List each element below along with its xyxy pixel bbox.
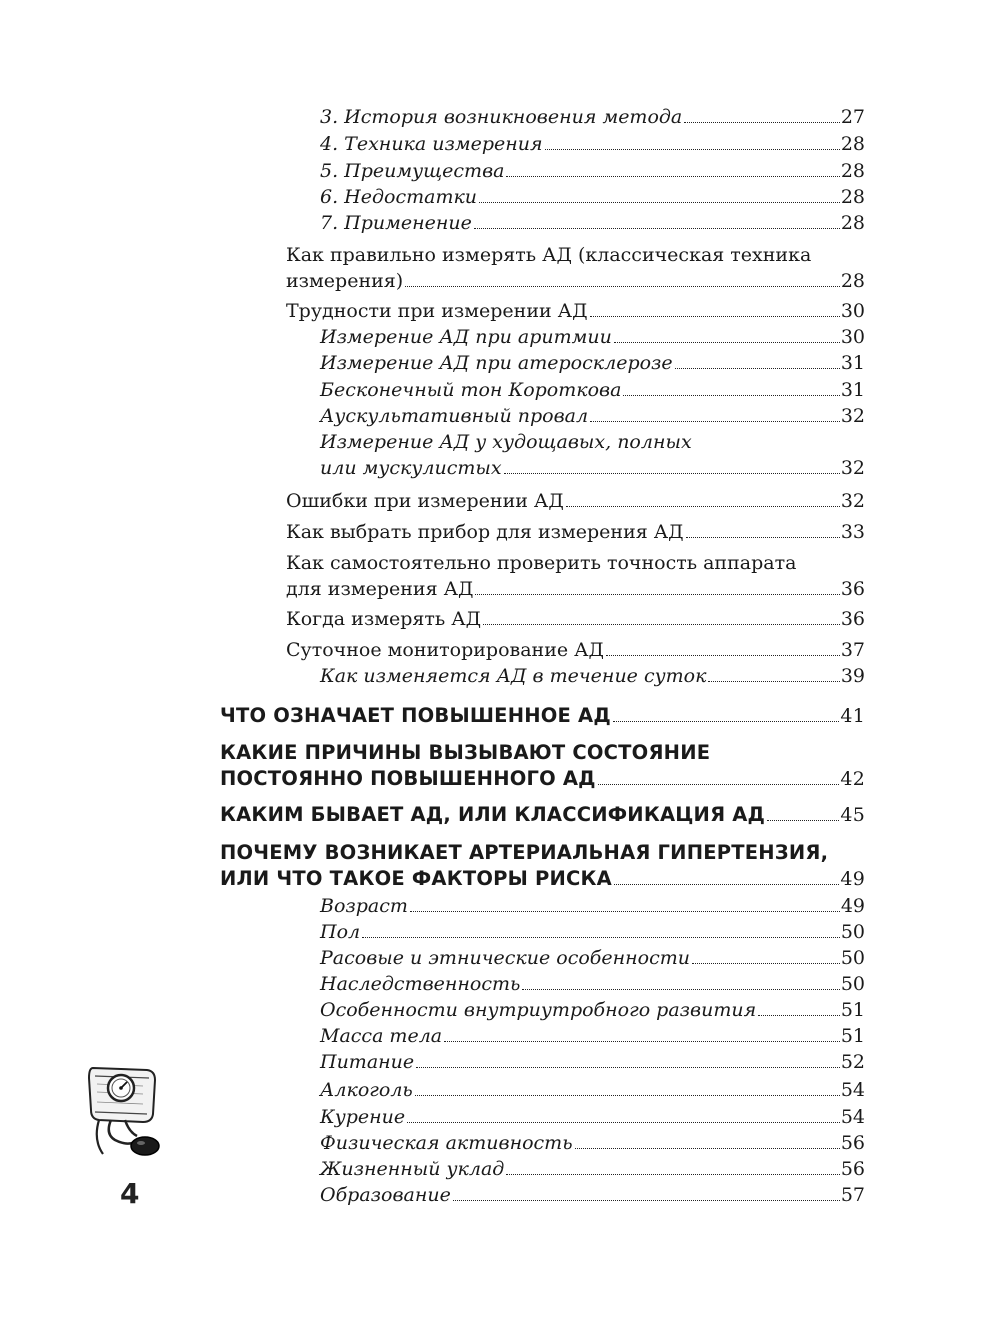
toc-entry[interactable] xyxy=(320,324,865,350)
toc-entry-page: 51 xyxy=(840,1025,865,1047)
toc-entry[interactable] xyxy=(320,663,865,689)
toc-section[interactable] xyxy=(220,802,865,828)
toc-entry-page: 49 xyxy=(840,868,865,890)
toc-entry-page: 45 xyxy=(840,804,865,826)
toc-entry-title: 3. История возникновения метода xyxy=(320,106,683,128)
toc-entry[interactable] xyxy=(320,158,865,184)
toc-entry-page: 37 xyxy=(840,639,865,661)
toc-entry-page: 39 xyxy=(840,665,865,687)
toc-entry-title: Масса тела xyxy=(320,1025,443,1047)
toc-entry-page: 28 xyxy=(840,212,865,234)
toc-entry-page: 31 xyxy=(840,352,865,374)
toc-entry-title: Ошибки при измерении АД xyxy=(286,490,564,512)
toc-entry-title: Курение xyxy=(320,1106,406,1128)
toc-section[interactable] xyxy=(220,840,865,892)
toc-entry[interactable] xyxy=(320,945,865,971)
toc-entry[interactable] xyxy=(320,429,865,481)
toc-entry-title: Измерение АД при атеросклерозе xyxy=(320,352,673,374)
toc-entry-page: 42 xyxy=(840,768,865,790)
toc-entry[interactable] xyxy=(320,1077,865,1103)
toc-entry-title: Физическая активность xyxy=(320,1132,573,1154)
toc-entry[interactable] xyxy=(320,184,865,210)
toc-entry[interactable] xyxy=(320,1023,865,1049)
toc-entry-page: 30 xyxy=(840,300,865,322)
toc-section-title: ИЛИ ЧТО ТАКОЕ ФАКТОРЫ РИСКА xyxy=(220,867,612,890)
toc-entry-title: 5. Преимущества xyxy=(320,160,505,182)
toc-entry-title: Жизненный уклад xyxy=(320,1158,505,1180)
toc-entry[interactable] xyxy=(286,550,865,602)
toc-entry-line1: Как самостоятельно проверить точность аппарата xyxy=(286,552,797,574)
toc-entry[interactable] xyxy=(320,997,865,1023)
toc-entry-page: 32 xyxy=(840,405,865,427)
toc-entry-line1: Измерение АД у худощавых, полных xyxy=(320,431,692,453)
toc-entry[interactable] xyxy=(286,606,865,632)
toc-entry-page: 31 xyxy=(840,379,865,401)
toc-entry-page: 36 xyxy=(840,578,865,600)
sphygmomanometer-icon xyxy=(85,1062,165,1164)
toc-entry-page: 50 xyxy=(840,973,865,995)
toc-entry-title: Как изменяется АД в течение суток xyxy=(320,665,707,687)
toc-entry-title: Алкоголь xyxy=(320,1079,413,1101)
toc-entry-page: 56 xyxy=(840,1158,865,1180)
toc-entry-title: Расовые и этнические особенности xyxy=(320,947,690,969)
toc-entry[interactable] xyxy=(320,403,865,429)
toc-entry-page: 50 xyxy=(840,947,865,969)
toc-section[interactable] xyxy=(220,703,865,729)
toc-entry[interactable] xyxy=(320,893,865,919)
toc-entry[interactable] xyxy=(286,242,865,294)
toc-entry[interactable] xyxy=(320,1182,865,1208)
toc-entry-title: 7. Применение xyxy=(320,212,472,234)
toc-entry-page: 28 xyxy=(840,133,865,155)
toc-entry-page: 28 xyxy=(840,270,865,292)
toc-entry-title: измерения) xyxy=(286,270,404,292)
toc-section-title: КАКИМ БЫВАЕТ АД, ИЛИ КЛАССИФИКАЦИЯ АД xyxy=(220,803,766,826)
toc-entry-page: 33 xyxy=(840,521,865,543)
toc-entry-title: Образование xyxy=(320,1184,451,1206)
toc-section-line1: ПОЧЕМУ ВОЗНИКАЕТ АРТЕРИАЛЬНАЯ ГИПЕРТЕНЗИЯ, xyxy=(220,841,829,864)
toc-entry[interactable] xyxy=(320,210,865,236)
toc-entry-title: Особенности внутриутробного развития xyxy=(320,999,757,1021)
toc-entry-page: 49 xyxy=(840,895,865,917)
toc-entry-title: или мускулистых xyxy=(320,457,502,479)
toc-entry-page: 36 xyxy=(840,608,865,630)
toc-entry-page: 54 xyxy=(840,1079,865,1101)
toc-entry-title: для измерения АД xyxy=(286,578,474,600)
toc-entry-page: 32 xyxy=(840,490,865,512)
toc-entry-title: Когда измерять АД xyxy=(286,608,482,630)
toc-section[interactable] xyxy=(220,740,865,792)
toc-entry[interactable] xyxy=(320,104,865,130)
toc-entry-page: 27 xyxy=(840,106,865,128)
toc-entry-page: 50 xyxy=(840,921,865,943)
toc-entry-title: Трудности при измерении АД xyxy=(286,300,588,322)
toc-entry[interactable] xyxy=(320,377,865,403)
page-number: 4 xyxy=(120,1177,140,1210)
toc-entry-page: 54 xyxy=(840,1106,865,1128)
toc-entry-title: Как выбрать прибор для измерения АД xyxy=(286,521,684,543)
toc-entry[interactable] xyxy=(320,1156,865,1182)
toc-entry-page: 52 xyxy=(840,1051,865,1073)
toc-entry-page: 56 xyxy=(840,1132,865,1154)
toc-entry-title: 6. Недостатки xyxy=(320,186,478,208)
toc-entry-title: 4. Техника измерения xyxy=(320,133,543,155)
toc-entry-page: 28 xyxy=(840,186,865,208)
toc-entry-title: Измерение АД при аритмии xyxy=(320,326,612,348)
toc-entry-page: 30 xyxy=(840,326,865,348)
toc-entry[interactable] xyxy=(286,519,865,545)
toc-entry[interactable] xyxy=(320,919,865,945)
toc-entry-page: 32 xyxy=(840,457,865,479)
toc-entry-page: 57 xyxy=(840,1184,865,1206)
toc-section-title: ПОСТОЯННО ПОВЫШЕННОГО АД xyxy=(220,767,596,790)
toc-entry[interactable] xyxy=(320,131,865,157)
toc-entry-title: Пол xyxy=(320,921,361,943)
toc-section-line1: КАКИЕ ПРИЧИНЫ ВЫЗЫВАЮТ СОСТОЯНИЕ xyxy=(220,741,711,764)
toc-entry[interactable] xyxy=(320,1130,865,1156)
toc-entry-title: Питание xyxy=(320,1051,415,1073)
toc-entry-page: 41 xyxy=(840,705,865,727)
toc-entry-title: Аускультативный провал xyxy=(320,405,589,427)
toc-entry-title: Возраст xyxy=(320,895,408,917)
toc-entry[interactable] xyxy=(320,1049,865,1075)
toc-section-title: ЧТО ОЗНАЧАЕТ ПОВЫШЕННОЕ АД xyxy=(220,704,611,727)
toc-entry[interactable] xyxy=(286,298,865,324)
toc-entry-title: Суточное мониторирование АД xyxy=(286,639,605,661)
toc-entry[interactable] xyxy=(320,1104,865,1130)
toc-entry[interactable] xyxy=(320,350,865,376)
toc-entry-title: Наследственность xyxy=(320,973,521,995)
toc-entry-line1: Как правильно измерять АД (классическая техника xyxy=(286,244,812,266)
toc-entry-title: Бесконечный тон Короткова xyxy=(320,379,622,401)
toc-entry-page: 28 xyxy=(840,160,865,182)
toc-entry[interactable] xyxy=(286,488,865,514)
toc-entry-page: 51 xyxy=(840,999,865,1021)
toc-entry[interactable] xyxy=(320,971,865,997)
toc-entry[interactable] xyxy=(286,637,865,663)
